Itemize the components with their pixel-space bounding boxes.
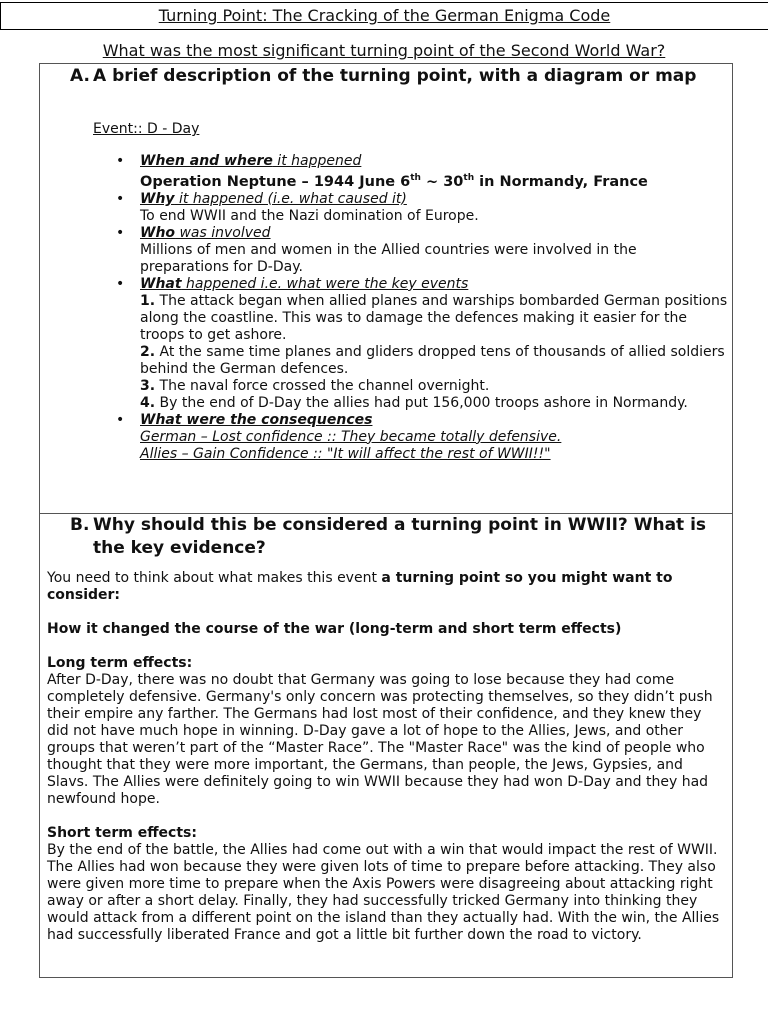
operation-sup-1: th: [410, 173, 421, 183]
how-changed-heading: How it changed the course of the war (long-term and short term effects): [47, 621, 622, 637]
list-item-what: [116, 276, 728, 412]
list-item-when: [116, 153, 728, 191]
section-a-letter: A.: [70, 66, 90, 86]
who-question-bold: Who: [140, 224, 176, 241]
bullet-icon: •: [116, 190, 125, 207]
why-question: [140, 191, 728, 208]
section-b-letter: B.: [70, 515, 90, 535]
section-b-heading-text: Why should this be considered a turning point in WWII? What is the key evidence?: [93, 515, 707, 558]
why-answer: To end WWII and the Nazi domination of Europe.: [140, 207, 479, 224]
section-a-box: [39, 63, 733, 514]
section-a-heading-text: A brief description of the turning point, with a diagram or map: [93, 66, 697, 86]
why-question-bold: Why: [140, 190, 175, 207]
consequences-question-text: What were the consequences: [140, 411, 373, 428]
when-question-bold: When and where: [140, 153, 273, 169]
intro-bold: a turning point so you might want to consider:: [47, 570, 673, 603]
intro-plain: You need to think about what makes this event: [47, 570, 382, 586]
key-event-4-text: By the end of D-Day the allies had put 156,000 troops ashore in Normandy.: [155, 394, 688, 411]
operation-pre: Operation Neptune – 1944 June 6: [140, 173, 411, 190]
what-question: [140, 276, 728, 293]
why-question-rest: it happened (i.e. what caused it): [174, 190, 407, 207]
bullet-icon: •: [116, 153, 125, 169]
bullet-icon: •: [116, 224, 125, 241]
intro-paragraph: [47, 570, 727, 604]
key-event-3-text: The naval force crossed the channel overnight.: [155, 377, 490, 394]
short-term-text: By the end of the battle, the Allies had come out with a win that would impact the rest of WWII. The Allies had won because they were given lots of time to prepare before attacking. They also were given more time to prepare when the Axis Powers were disagreeing about attacking right away or after a short delay. Finally, they had successfully tricked Germany into thinking they would attack from a different point on the island than they actually had. With the win, the Allies had successfully liberated France and got a little bit further down the road to victory.: [47, 842, 720, 943]
section-b-body: [47, 570, 727, 944]
long-term-label: Long term effects:: [47, 655, 193, 671]
bullet-icon: •: [116, 411, 125, 428]
who-question-rest: was involved: [175, 224, 271, 241]
bullet-icon: •: [116, 275, 125, 292]
operation-line: [140, 170, 728, 191]
who-question: [140, 225, 728, 242]
when-question: [140, 153, 728, 170]
key-event-3: [140, 378, 728, 395]
list-item-why: [116, 191, 728, 225]
page-title-text: Turning Point: The Cracking of the German Enigma Code: [158, 6, 611, 25]
when-question-rest: it happened: [272, 153, 362, 169]
key-events: [140, 293, 728, 412]
key-event-3-num: 3.: [140, 377, 156, 394]
what-question-rest: happened i.e. what were the key events: [181, 275, 469, 292]
main-question: [0, 40, 768, 62]
consequence-allies: Allies – Gain Confidence :: "It will affect the rest of WWII!!": [140, 445, 551, 462]
event-label: Event:: D - Day: [93, 121, 200, 137]
long-term-text: After D-Day, there was no doubt that Germany was going to lose because they had come completely defensive. Germany's only concern was protecting themselves, so they didn’t push their empire any farther. The Germans had lost most of their confidence, and they knew they did not have much hope in winning. D-Day gave a lot of hope to the Allies, Jews, and other groups that weren’t part of the “Master Race”. The "Master Race" was the kind of people who thought that they were more important, the Germans, than people, the Jews, Gypsies, and Slavs. The Allies were definitely going to win WWII because they had won D-Day and they had newfound hope.: [47, 672, 713, 807]
key-event-1: [140, 293, 728, 344]
key-event-1-text: The attack began when allied planes and warships bombarded German positions along the coastline. This was to damage the defences making it easier for the troops to get ashore.: [140, 292, 728, 343]
list-item-who: [116, 225, 728, 276]
page-title: [0, 2, 768, 30]
main-question-text: What was the most significant turning point of the Second World War?: [102, 41, 666, 60]
key-questions-list: [116, 153, 728, 463]
key-event-2: [140, 344, 728, 378]
consequences-question: [140, 412, 728, 429]
section-a-heading: [70, 65, 726, 88]
section-b-heading: [70, 514, 726, 560]
key-event-1-num: 1.: [140, 292, 156, 309]
consequence-german: German – Lost confidence :: They became totally defensive.: [140, 428, 562, 445]
who-answer: Millions of men and women in the Allied countries were involved in the preparations for D-Day.: [140, 241, 637, 275]
what-question-bold: What: [140, 275, 182, 292]
key-event-2-text: At the same time planes and gliders dropped tens of thousands of allied soldiers behind the German defences.: [140, 343, 725, 377]
operation-mid: ~ 30: [420, 173, 464, 190]
operation-post: in Normandy, France: [474, 173, 648, 190]
list-item-consequences: [116, 412, 728, 463]
operation-sup-2: th: [463, 173, 475, 183]
key-event-4: [140, 395, 728, 412]
section-b-box: [39, 513, 733, 978]
short-term-label: Short term effects:: [47, 825, 197, 841]
key-event-2-num: 2.: [140, 343, 156, 360]
key-event-4-num: 4.: [140, 394, 156, 411]
